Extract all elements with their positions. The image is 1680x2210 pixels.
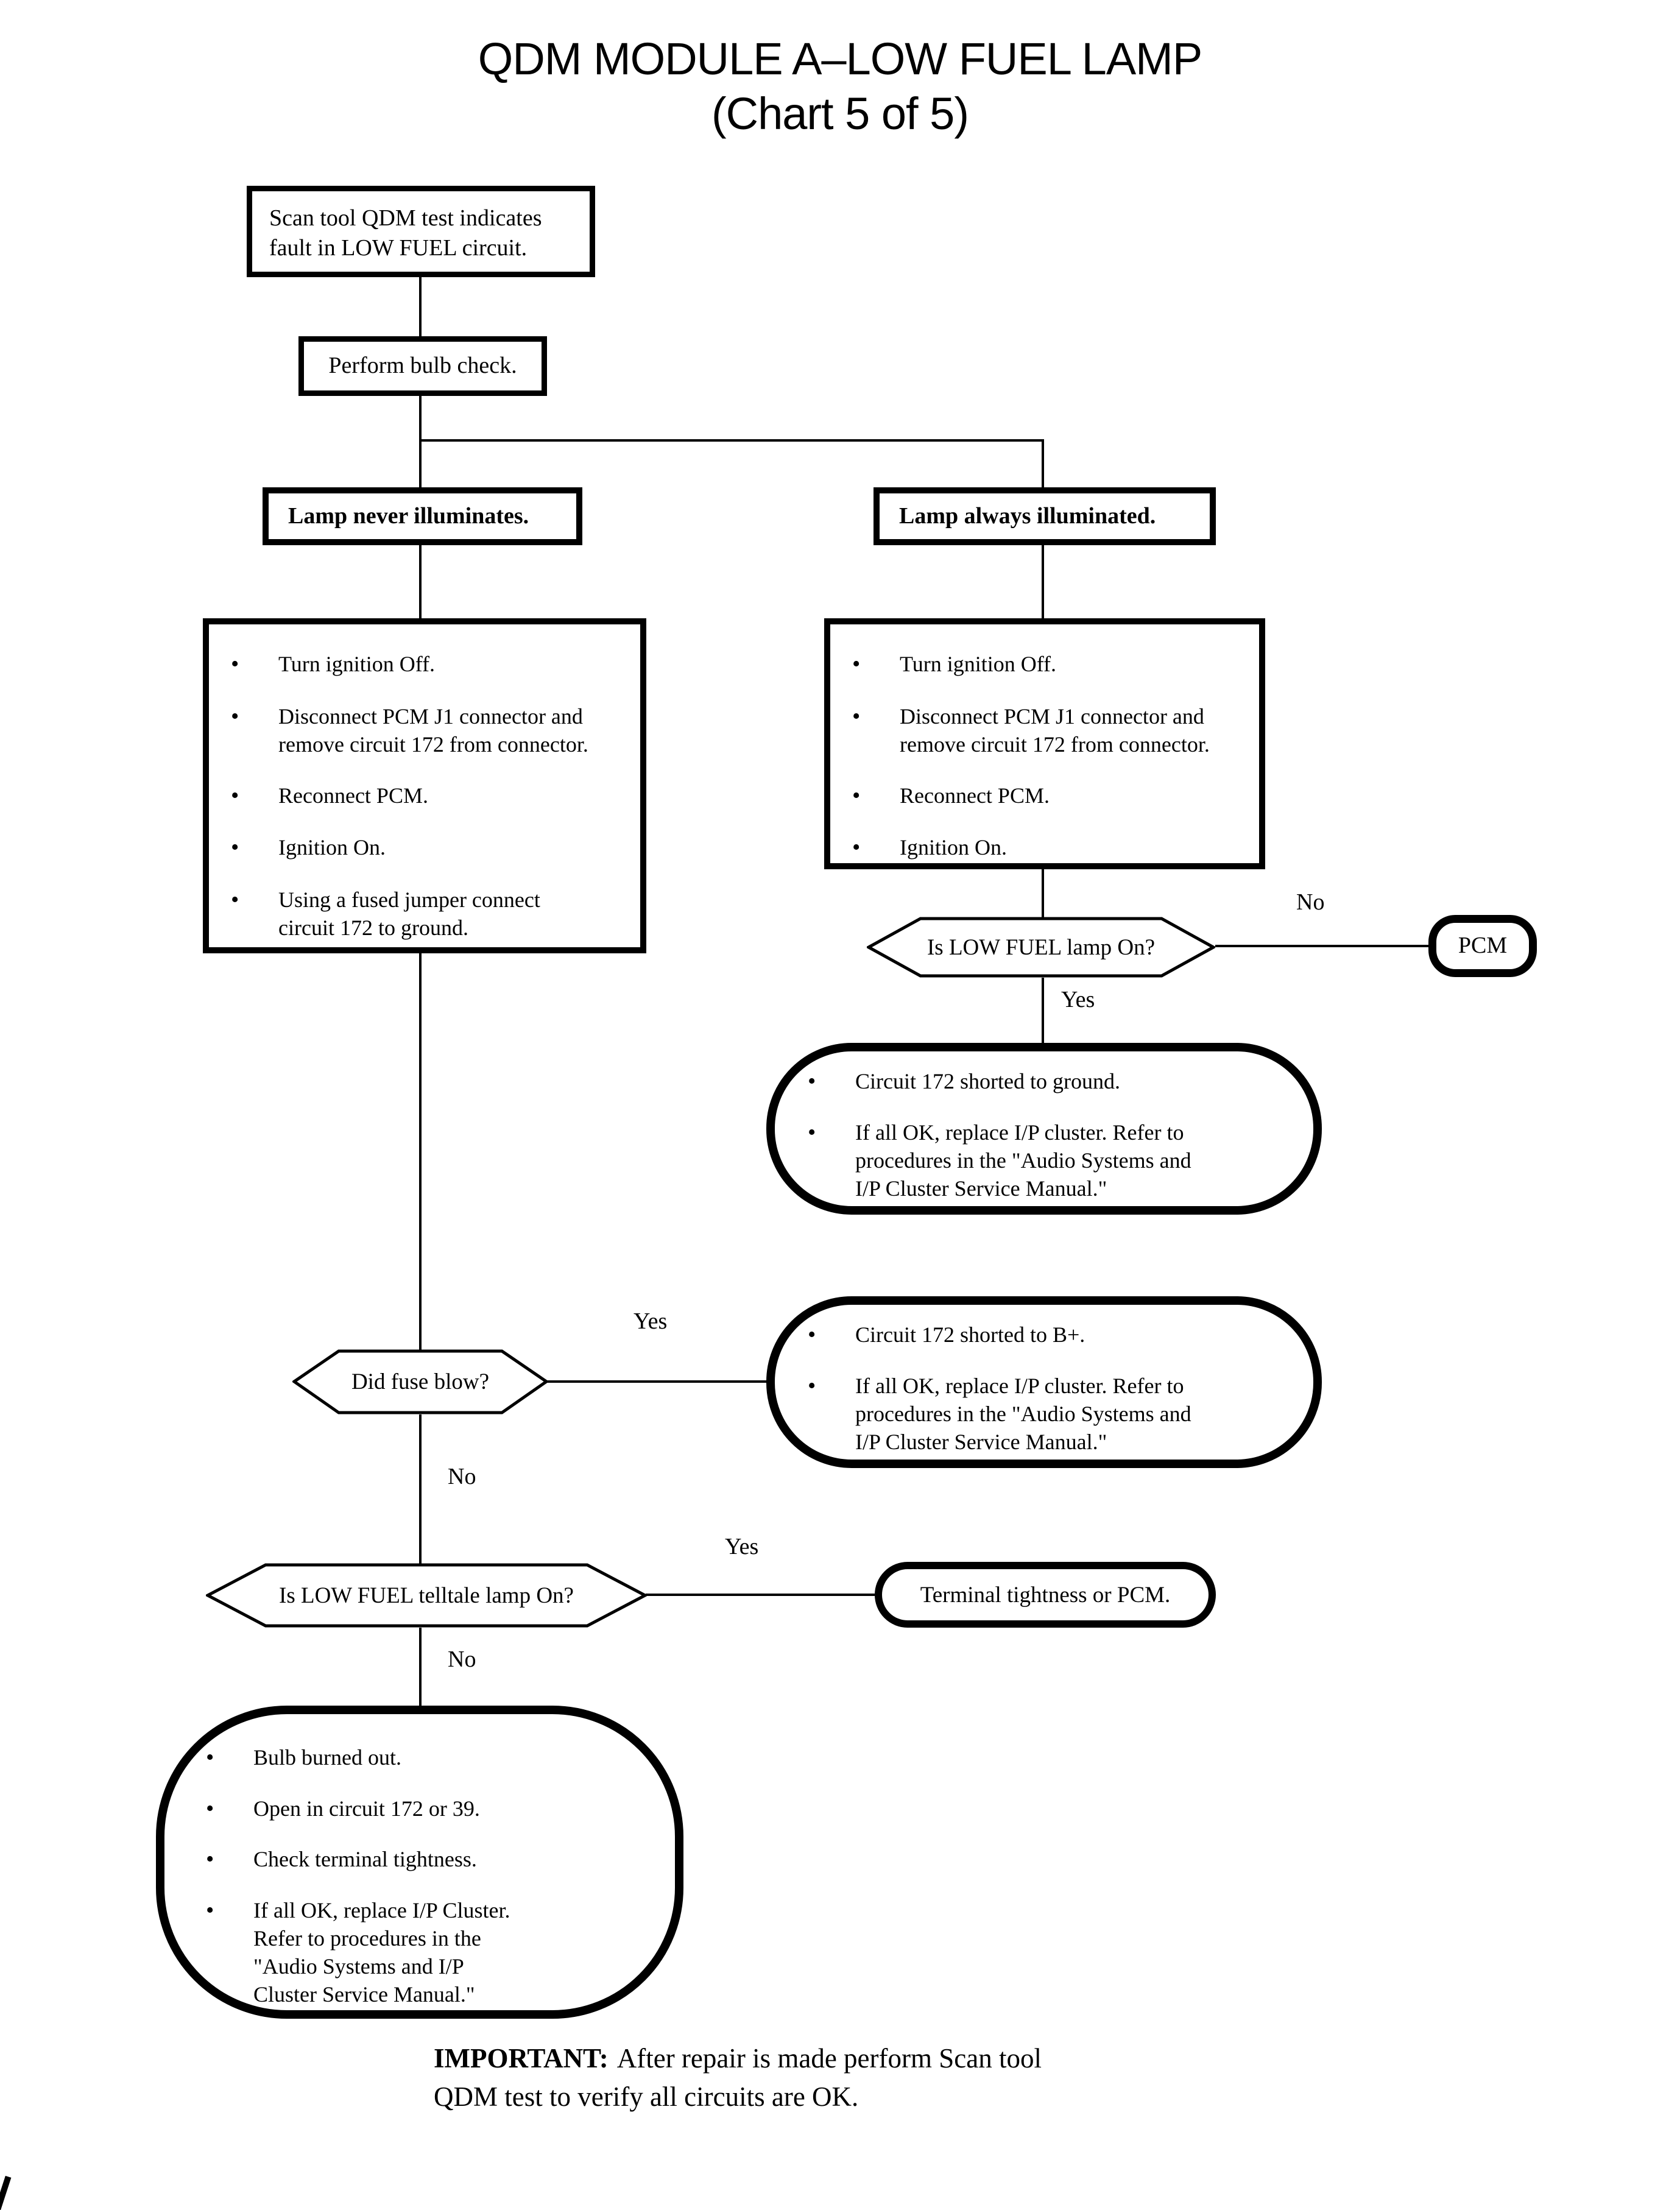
connector-line [1215,945,1428,947]
bullet-marker: • [231,782,239,808]
left-steps-box [203,618,646,953]
shorted-bplus-result [766,1296,1322,1468]
connector-line [419,1414,422,1564]
connector-line [1042,439,1044,489]
bullet-marker: • [231,835,239,861]
step-text: Turn ignition Off. [900,652,1057,676]
bullet-marker: • [852,782,861,808]
lamp-never-box [263,487,582,545]
list-item [202,1743,669,1773]
start-box [247,186,595,277]
connector-line [419,953,422,1352]
edge-label-yes: Yes [725,1534,759,1559]
step-text: Turn ignition Off. [278,652,436,676]
result-text [855,1118,1191,1202]
connector-line [419,1628,422,1707]
result-text-line: If all OK, replace I/P cluster. Refer to [855,1120,1184,1145]
important-text: After repair is made perform Scan tool [616,2043,1042,2074]
important-label: IMPORTANT: [434,2043,609,2074]
bullet-marker: • [808,1322,816,1347]
list-item [849,833,1253,863]
start-box-line1: Scan tool QDM test indicates [269,205,542,231]
bullet-marker: • [852,651,861,677]
step-text-line: Disconnect PCM J1 connector and [278,704,583,729]
telltale-decision [206,1563,647,1628]
fuse-blow-decision-label: Did fuse blow? [351,1369,490,1394]
bullet-marker: • [231,703,239,729]
important-note [434,2039,1177,2116]
bulb-check-box [298,336,547,396]
page-title-line2: (Chart 5 of 5) [711,88,969,139]
lamp-never-label: Lamp never illuminates. [288,503,529,529]
list-item [227,886,634,942]
list-item [849,782,1253,811]
bullet-marker: • [852,703,861,729]
telltale-decision-label: Is LOW FUEL telltale lamp On? [279,1583,574,1608]
connector-line [1042,545,1044,620]
connector-line [1042,869,1044,918]
edge-label-no: No [1296,889,1325,915]
list-item [202,1896,669,2008]
lamp-on-decision [867,917,1215,978]
list-item [849,702,1253,758]
bullet-marker: • [808,1068,816,1094]
result-text [253,1896,510,2008]
important-note-line2: QDM test to verify all circuits are OK. [434,2081,859,2112]
list-item [202,1795,669,1824]
connector-line [419,396,422,489]
connector-line [419,439,1044,442]
page-title-line1: QDM MODULE A–LOW FUEL LAMP [478,34,1202,84]
result-text: Open in circuit 172 or 39. [253,1796,480,1821]
bulb-check-label: Perform bulb check. [328,353,517,379]
step-text [900,702,1210,758]
edge-label-no: No [448,1464,476,1489]
list-item [227,833,634,863]
step-text [278,886,540,942]
step-text-line: remove circuit 172 from connector. [900,732,1210,757]
result-text-line: "Audio Systems and I/P [253,1954,464,1979]
list-item [804,1118,1301,1202]
edge-label-no: No [448,1647,476,1672]
page-title [0,32,1680,142]
list-item [804,1067,1301,1096]
pcm-terminal [1428,915,1537,977]
step-text: Ignition On. [278,835,386,860]
terminal-tightness-label: Terminal tightness or PCM. [920,1582,1171,1608]
connector-line [547,1380,768,1383]
list-item [804,1372,1301,1456]
step-text-line: remove circuit 172 from connector. [278,732,588,757]
connector-line [419,545,422,620]
lamp-always-label: Lamp always illuminated. [899,503,1156,529]
bullet-marker: • [808,1372,816,1399]
bullet-marker: • [206,1795,214,1821]
result-text-line: I/P Cluster Service Manual." [855,1176,1107,1201]
shorted-ground-result [766,1043,1322,1215]
result-text-line: Cluster Service Manual." [253,1982,475,2007]
connector-line [419,277,422,338]
result-text-line: I/P Cluster Service Manual." [855,1429,1107,1454]
step-text-line: Using a fused jumper connect [278,887,540,912]
result-text-line: Refer to procedures in the [253,1926,481,1951]
result-text: Bulb burned out. [253,1745,401,1770]
bullet-marker: • [231,886,239,913]
lamp-on-decision-label: Is LOW FUEL lamp On? [926,934,1156,960]
pcm-label: PCM [1458,933,1508,959]
bullet-marker: • [808,1119,816,1145]
lamp-always-box [874,487,1216,545]
result-text: Circuit 172 shorted to B+. [855,1322,1085,1347]
bullet-marker: • [206,1897,214,1923]
right-steps-box [824,618,1265,869]
connector-line [646,1594,875,1596]
step-text [278,702,588,758]
bulb-burnout-result [156,1706,683,2019]
result-text: Check terminal tightness. [253,1847,477,1871]
list-item [804,1321,1301,1350]
step-text: Reconnect PCM. [900,783,1050,808]
important-note-line1 [434,2039,1177,2078]
bullet-marker: • [852,835,861,861]
step-text: Ignition On. [900,835,1007,860]
result-text [855,1372,1191,1456]
result-text-line: If all OK, replace I/P cluster. Refer to [855,1373,1184,1398]
edge-label-yes: Yes [1061,987,1095,1012]
step-text: Reconnect PCM. [278,783,428,808]
result-text: Circuit 172 shorted to ground. [855,1069,1120,1093]
list-item [227,782,634,811]
list-item [202,1845,669,1874]
list-item [227,702,634,758]
list-item [227,650,634,679]
connector-line [1042,978,1044,1045]
step-text-line: Disconnect PCM J1 connector and [900,704,1204,729]
result-text-line: procedures in the "Audio Systems and [855,1148,1191,1173]
bullet-marker: • [206,1846,214,1872]
fuse-blow-decision [292,1349,548,1414]
list-item [849,650,1253,679]
terminal-tightness-result [875,1562,1216,1628]
scan-artifact-mark [0,2176,11,2210]
bullet-marker: • [231,651,239,677]
step-text-line: circuit 172 to ground. [278,915,468,940]
edge-label-yes: Yes [634,1308,668,1334]
bullet-marker: • [206,1745,214,1770]
result-text-line: If all OK, replace I/P Cluster. [253,1898,510,1922]
start-box-line2: fault in LOW FUEL circuit. [269,235,528,261]
result-text-line: procedures in the "Audio Systems and [855,1401,1191,1426]
